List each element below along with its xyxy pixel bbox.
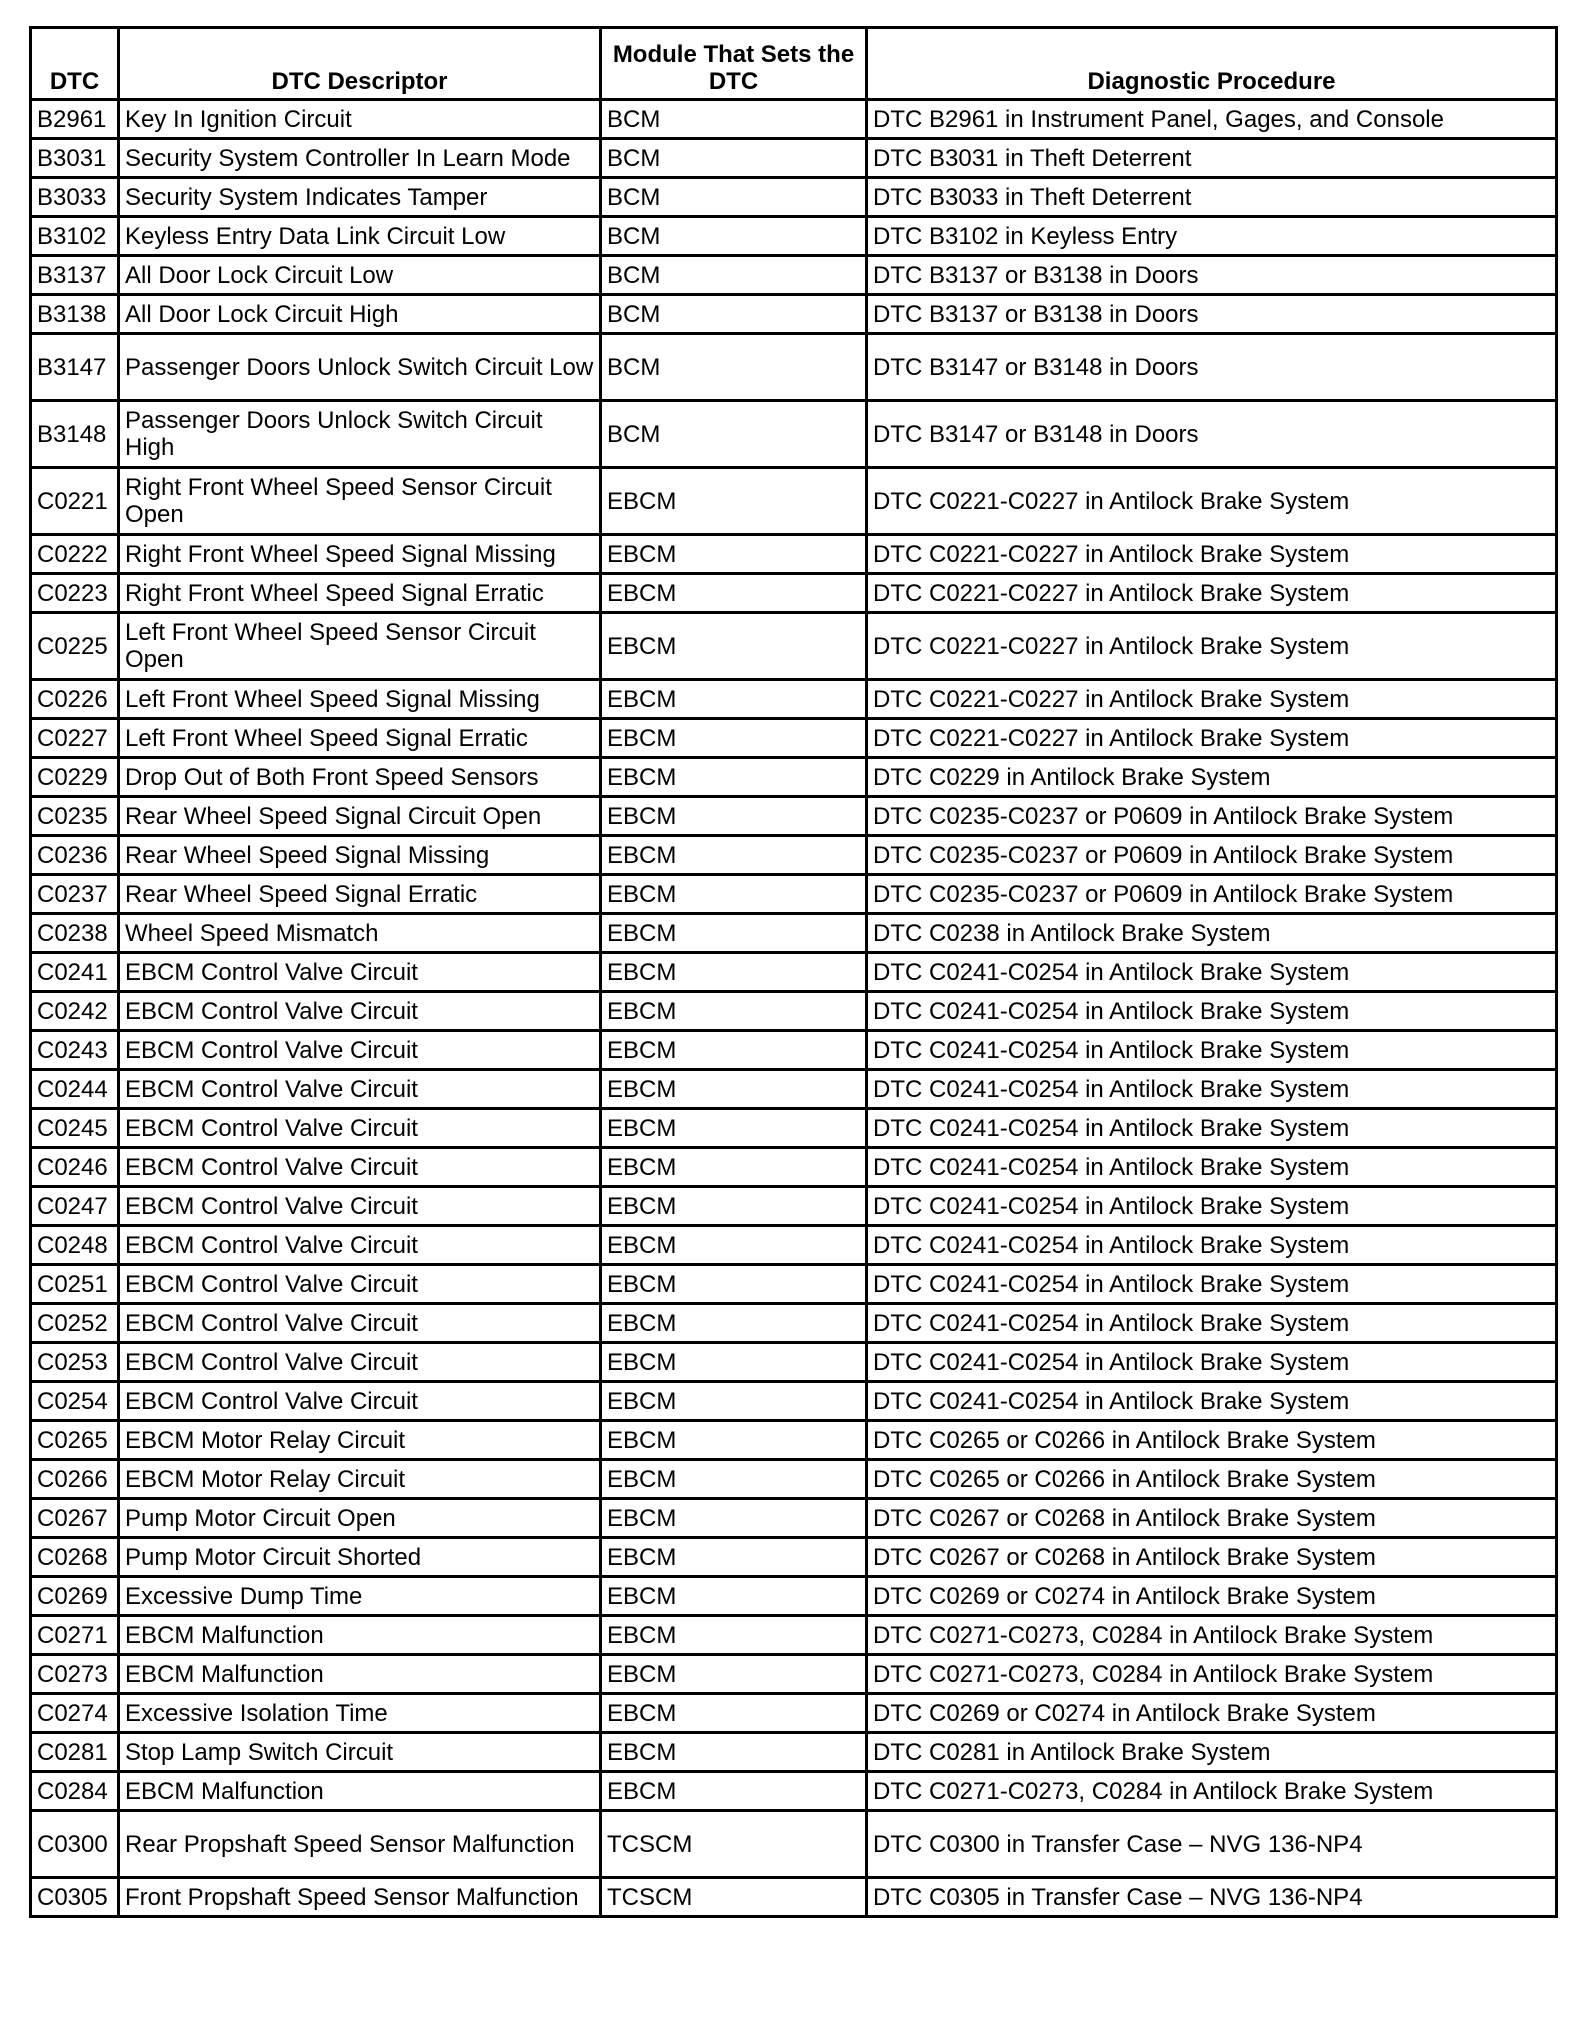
procedure-cell: DTC B3102 in Keyless Entry	[867, 217, 1557, 256]
dtc-code-cell: B3031	[31, 139, 119, 178]
module-cell: EBCM	[601, 1772, 867, 1811]
module-cell: EBCM	[601, 1070, 867, 1109]
dtc-descriptor-cell: Rear Wheel Speed Signal Circuit Open	[119, 797, 601, 836]
dtc-code-cell: C0227	[31, 719, 119, 758]
dtc-code-cell: C0248	[31, 1226, 119, 1265]
dtc-descriptor-cell: EBCM Control Valve Circuit	[119, 1226, 601, 1265]
dtc-code-cell: C0265	[31, 1421, 119, 1460]
module-cell: EBCM	[601, 1265, 867, 1304]
procedure-cell: DTC C0267 or C0268 in Antilock Brake System	[867, 1499, 1557, 1538]
table-row	[31, 1148, 1557, 1187]
table-row	[31, 1421, 1557, 1460]
dtc-code-cell: C0253	[31, 1343, 119, 1382]
dtc-code-cell: C0269	[31, 1577, 119, 1616]
procedure-cell: DTC C0221-C0227 in Antilock Brake System	[867, 613, 1557, 680]
table-row	[31, 535, 1557, 574]
table-row	[31, 797, 1557, 836]
dtc-code-cell: B3137	[31, 256, 119, 295]
table-row	[31, 1811, 1557, 1878]
table-row	[31, 1616, 1557, 1655]
table-row	[31, 1343, 1557, 1382]
dtc-descriptor-cell: EBCM Malfunction	[119, 1616, 601, 1655]
procedure-cell: DTC C0241-C0254 in Antilock Brake System	[867, 953, 1557, 992]
module-cell: EBCM	[601, 1031, 867, 1070]
module-cell: EBCM	[601, 613, 867, 680]
dtc-code-cell: B3033	[31, 178, 119, 217]
procedure-cell: DTC C0221-C0227 in Antilock Brake System	[867, 468, 1557, 535]
module-cell: EBCM	[601, 1109, 867, 1148]
dtc-code-cell: C0281	[31, 1733, 119, 1772]
module-cell: BCM	[601, 334, 867, 401]
table-row	[31, 1577, 1557, 1616]
dtc-descriptor-cell: EBCM Control Valve Circuit	[119, 953, 601, 992]
procedure-cell: DTC C0238 in Antilock Brake System	[867, 914, 1557, 953]
module-cell: BCM	[601, 178, 867, 217]
table-row	[31, 139, 1557, 178]
procedure-cell: DTC C0265 or C0266 in Antilock Brake System	[867, 1460, 1557, 1499]
header-module: Module That Sets the DTC	[601, 28, 867, 100]
procedure-cell: DTC C0265 or C0266 in Antilock Brake System	[867, 1421, 1557, 1460]
dtc-code-cell: C0225	[31, 613, 119, 680]
dtc-descriptor-cell: Passenger Doors Unlock Switch Circuit High	[119, 401, 601, 468]
dtc-descriptor-cell: Right Front Wheel Speed Sensor Circuit Open	[119, 468, 601, 535]
dtc-code-cell: C0266	[31, 1460, 119, 1499]
procedure-cell: DTC B3031 in Theft Deterrent	[867, 139, 1557, 178]
procedure-cell: DTC C0221-C0227 in Antilock Brake System	[867, 574, 1557, 613]
dtc-code-cell: B3138	[31, 295, 119, 334]
dtc-descriptor-cell: Excessive Dump Time	[119, 1577, 601, 1616]
dtc-code-cell: C0267	[31, 1499, 119, 1538]
procedure-cell: DTC B3147 or B3148 in Doors	[867, 334, 1557, 401]
procedure-cell: DTC C0269 or C0274 in Antilock Brake System	[867, 1694, 1557, 1733]
dtc-descriptor-cell: Drop Out of Both Front Speed Sensors	[119, 758, 601, 797]
module-cell: EBCM	[601, 1694, 867, 1733]
module-cell: EBCM	[601, 1226, 867, 1265]
procedure-cell: DTC C0300 in Transfer Case – NVG 136-NP4	[867, 1811, 1557, 1878]
dtc-descriptor-cell: EBCM Control Valve Circuit	[119, 1031, 601, 1070]
dtc-code-cell: C0242	[31, 992, 119, 1031]
table-row	[31, 1772, 1557, 1811]
module-cell: BCM	[601, 401, 867, 468]
table-row	[31, 334, 1557, 401]
module-cell: EBCM	[601, 875, 867, 914]
dtc-code-cell: C0237	[31, 875, 119, 914]
table-row	[31, 1694, 1557, 1733]
table-row	[31, 953, 1557, 992]
procedure-cell: DTC C0241-C0254 in Antilock Brake System	[867, 1226, 1557, 1265]
table-row	[31, 1538, 1557, 1577]
procedure-cell: DTC C0241-C0254 in Antilock Brake System	[867, 1070, 1557, 1109]
procedure-cell: DTC C0221-C0227 in Antilock Brake System	[867, 719, 1557, 758]
module-cell: EBCM	[601, 914, 867, 953]
dtc-code-cell: C0235	[31, 797, 119, 836]
module-cell: EBCM	[601, 1733, 867, 1772]
table-row	[31, 401, 1557, 468]
procedure-cell: DTC B2961 in Instrument Panel, Gages, and Console	[867, 100, 1557, 139]
module-cell: EBCM	[601, 1616, 867, 1655]
header-row	[31, 28, 1557, 100]
dtc-code-cell: C0241	[31, 953, 119, 992]
module-cell: EBCM	[601, 1343, 867, 1382]
module-cell: TCSCM	[601, 1878, 867, 1917]
module-cell: BCM	[601, 100, 867, 139]
dtc-descriptor-cell: Key In Ignition Circuit	[119, 100, 601, 139]
dtc-table	[29, 26, 1558, 1918]
procedure-cell: DTC B3137 or B3138 in Doors	[867, 256, 1557, 295]
dtc-code-cell: B2961	[31, 100, 119, 139]
module-cell: EBCM	[601, 1304, 867, 1343]
table-row	[31, 758, 1557, 797]
dtc-descriptor-cell: EBCM Control Valve Circuit	[119, 1187, 601, 1226]
module-cell: EBCM	[601, 1499, 867, 1538]
table-row	[31, 1031, 1557, 1070]
procedure-cell: DTC C0241-C0254 in Antilock Brake System	[867, 1109, 1557, 1148]
procedure-cell: DTC C0241-C0254 in Antilock Brake System	[867, 1148, 1557, 1187]
dtc-descriptor-cell: Wheel Speed Mismatch	[119, 914, 601, 953]
table-row	[31, 1304, 1557, 1343]
module-cell: BCM	[601, 217, 867, 256]
dtc-descriptor-cell: Front Propshaft Speed Sensor Malfunction	[119, 1878, 601, 1917]
module-cell: EBCM	[601, 1655, 867, 1694]
dtc-code-cell: C0236	[31, 836, 119, 875]
table-row	[31, 1733, 1557, 1772]
table-row	[31, 836, 1557, 875]
dtc-descriptor-cell: Stop Lamp Switch Circuit	[119, 1733, 601, 1772]
dtc-code-cell: C0247	[31, 1187, 119, 1226]
dtc-descriptor-cell: EBCM Control Valve Circuit	[119, 1109, 601, 1148]
dtc-code-cell: C0268	[31, 1538, 119, 1577]
procedure-cell: DTC C0271-C0273, C0284 in Antilock Brake System	[867, 1772, 1557, 1811]
dtc-descriptor-cell: Left Front Wheel Speed Signal Erratic	[119, 719, 601, 758]
dtc-descriptor-cell: EBCM Control Valve Circuit	[119, 992, 601, 1031]
dtc-descriptor-cell: All Door Lock Circuit High	[119, 295, 601, 334]
procedure-cell: DTC B3147 or B3148 in Doors	[867, 401, 1557, 468]
procedure-cell: DTC C0235-C0237 or P0609 in Antilock Brake System	[867, 875, 1557, 914]
procedure-cell: DTC B3137 or B3138 in Doors	[867, 295, 1557, 334]
table-row	[31, 875, 1557, 914]
dtc-descriptor-cell: Security System Indicates Tamper	[119, 178, 601, 217]
procedure-cell: DTC C0305 in Transfer Case – NVG 136-NP4	[867, 1878, 1557, 1917]
dtc-code-cell: C0300	[31, 1811, 119, 1878]
dtc-code-cell: C0273	[31, 1655, 119, 1694]
dtc-descriptor-cell: Right Front Wheel Speed Signal Erratic	[119, 574, 601, 613]
dtc-descriptor-cell: EBCM Malfunction	[119, 1655, 601, 1694]
table-row	[31, 1109, 1557, 1148]
dtc-descriptor-cell: EBCM Control Valve Circuit	[119, 1382, 601, 1421]
module-cell: EBCM	[601, 1382, 867, 1421]
table-row	[31, 1265, 1557, 1304]
table-row	[31, 100, 1557, 139]
procedure-cell: DTC C0271-C0273, C0284 in Antilock Brake System	[867, 1616, 1557, 1655]
dtc-descriptor-cell: EBCM Control Valve Circuit	[119, 1265, 601, 1304]
procedure-cell: DTC C0221-C0227 in Antilock Brake System	[867, 680, 1557, 719]
table-row	[31, 613, 1557, 680]
dtc-descriptor-cell: Right Front Wheel Speed Signal Missing	[119, 535, 601, 574]
module-cell: EBCM	[601, 1187, 867, 1226]
procedure-cell: DTC C0241-C0254 in Antilock Brake System	[867, 1187, 1557, 1226]
procedure-cell: DTC C0281 in Antilock Brake System	[867, 1733, 1557, 1772]
table-row	[31, 256, 1557, 295]
procedure-cell: DTC C0235-C0237 or P0609 in Antilock Brake System	[867, 797, 1557, 836]
table-row	[31, 1187, 1557, 1226]
dtc-descriptor-cell: EBCM Control Valve Circuit	[119, 1070, 601, 1109]
dtc-code-cell: C0252	[31, 1304, 119, 1343]
dtc-descriptor-cell: Pump Motor Circuit Open	[119, 1499, 601, 1538]
dtc-descriptor-cell: Passenger Doors Unlock Switch Circuit Low	[119, 334, 601, 401]
table-row	[31, 217, 1557, 256]
table-row	[31, 1655, 1557, 1694]
dtc-descriptor-cell: Security System Controller In Learn Mode	[119, 139, 601, 178]
module-cell: EBCM	[601, 680, 867, 719]
procedure-cell: DTC C0271-C0273, C0284 in Antilock Brake System	[867, 1655, 1557, 1694]
procedure-cell: DTC C0241-C0254 in Antilock Brake System	[867, 1343, 1557, 1382]
header-dtc: DTC	[31, 28, 119, 100]
dtc-code-cell: C0246	[31, 1148, 119, 1187]
module-cell: EBCM	[601, 1148, 867, 1187]
procedure-cell: DTC C0241-C0254 in Antilock Brake System	[867, 1265, 1557, 1304]
procedure-cell: DTC C0267 or C0268 in Antilock Brake System	[867, 1538, 1557, 1577]
dtc-descriptor-cell: Rear Wheel Speed Signal Erratic	[119, 875, 601, 914]
dtc-code-cell: C0238	[31, 914, 119, 953]
dtc-code-cell: B3102	[31, 217, 119, 256]
table-row	[31, 1878, 1557, 1917]
procedure-cell: DTC C0221-C0227 in Antilock Brake System	[867, 535, 1557, 574]
table-row	[31, 1070, 1557, 1109]
procedure-cell: DTC C0235-C0237 or P0609 in Antilock Brake System	[867, 836, 1557, 875]
module-cell: EBCM	[601, 1421, 867, 1460]
module-cell: BCM	[601, 139, 867, 178]
module-cell: EBCM	[601, 953, 867, 992]
dtc-code-cell: C0244	[31, 1070, 119, 1109]
module-cell: EBCM	[601, 992, 867, 1031]
module-cell: BCM	[601, 295, 867, 334]
dtc-descriptor-cell: Left Front Wheel Speed Signal Missing	[119, 680, 601, 719]
module-cell: TCSCM	[601, 1811, 867, 1878]
dtc-code-cell: C0271	[31, 1616, 119, 1655]
dtc-code-cell: C0226	[31, 680, 119, 719]
dtc-code-cell: C0223	[31, 574, 119, 613]
dtc-descriptor-cell: Left Front Wheel Speed Sensor Circuit Open	[119, 613, 601, 680]
dtc-descriptor-cell: EBCM Motor Relay Circuit	[119, 1421, 601, 1460]
module-cell: EBCM	[601, 719, 867, 758]
dtc-code-cell: C0245	[31, 1109, 119, 1148]
table-row	[31, 1460, 1557, 1499]
dtc-descriptor-cell: Rear Wheel Speed Signal Missing	[119, 836, 601, 875]
dtc-descriptor-cell: EBCM Control Valve Circuit	[119, 1343, 601, 1382]
module-cell: EBCM	[601, 574, 867, 613]
dtc-code-cell: C0251	[31, 1265, 119, 1304]
table-row	[31, 1382, 1557, 1421]
header-procedure: Diagnostic Procedure	[867, 28, 1557, 100]
table-header	[31, 28, 1557, 100]
dtc-descriptor-cell: EBCM Control Valve Circuit	[119, 1148, 601, 1187]
module-cell: EBCM	[601, 535, 867, 574]
procedure-cell: DTC C0229 in Antilock Brake System	[867, 758, 1557, 797]
dtc-code-cell: C0284	[31, 1772, 119, 1811]
table-body	[31, 100, 1557, 1917]
dtc-code-cell: C0222	[31, 535, 119, 574]
table-row	[31, 680, 1557, 719]
dtc-code-cell: C0305	[31, 1878, 119, 1917]
module-cell: EBCM	[601, 1538, 867, 1577]
dtc-code-cell: C0229	[31, 758, 119, 797]
dtc-code-cell: C0254	[31, 1382, 119, 1421]
dtc-code-cell: B3148	[31, 401, 119, 468]
module-cell: EBCM	[601, 797, 867, 836]
table-row	[31, 295, 1557, 334]
dtc-descriptor-cell: EBCM Motor Relay Circuit	[119, 1460, 601, 1499]
module-cell: EBCM	[601, 758, 867, 797]
dtc-descriptor-cell: EBCM Malfunction	[119, 1772, 601, 1811]
dtc-descriptor-cell: Rear Propshaft Speed Sensor Malfunction	[119, 1811, 601, 1878]
procedure-cell: DTC C0241-C0254 in Antilock Brake System	[867, 1304, 1557, 1343]
dtc-descriptor-cell: Pump Motor Circuit Shorted	[119, 1538, 601, 1577]
procedure-cell: DTC C0241-C0254 in Antilock Brake System	[867, 992, 1557, 1031]
table-row	[31, 914, 1557, 953]
procedure-cell: DTC C0241-C0254 in Antilock Brake System	[867, 1031, 1557, 1070]
dtc-code-cell: B3147	[31, 334, 119, 401]
table-row	[31, 719, 1557, 758]
module-cell: EBCM	[601, 468, 867, 535]
dtc-code-cell: C0243	[31, 1031, 119, 1070]
dtc-code-cell: C0221	[31, 468, 119, 535]
dtc-descriptor-cell: Keyless Entry Data Link Circuit Low	[119, 217, 601, 256]
table-row	[31, 1499, 1557, 1538]
table-row	[31, 468, 1557, 535]
table-row	[31, 992, 1557, 1031]
dtc-descriptor-cell: EBCM Control Valve Circuit	[119, 1304, 601, 1343]
table-row	[31, 1226, 1557, 1265]
module-cell: EBCM	[601, 1577, 867, 1616]
module-cell: BCM	[601, 256, 867, 295]
module-cell: EBCM	[601, 836, 867, 875]
table-row	[31, 574, 1557, 613]
procedure-cell: DTC C0269 or C0274 in Antilock Brake System	[867, 1577, 1557, 1616]
header-descriptor: DTC Descriptor	[119, 28, 601, 100]
dtc-descriptor-cell: All Door Lock Circuit Low	[119, 256, 601, 295]
module-cell: EBCM	[601, 1460, 867, 1499]
table-row	[31, 178, 1557, 217]
dtc-code-cell: C0274	[31, 1694, 119, 1733]
procedure-cell: DTC B3033 in Theft Deterrent	[867, 178, 1557, 217]
procedure-cell: DTC C0241-C0254 in Antilock Brake System	[867, 1382, 1557, 1421]
dtc-descriptor-cell: Excessive Isolation Time	[119, 1694, 601, 1733]
